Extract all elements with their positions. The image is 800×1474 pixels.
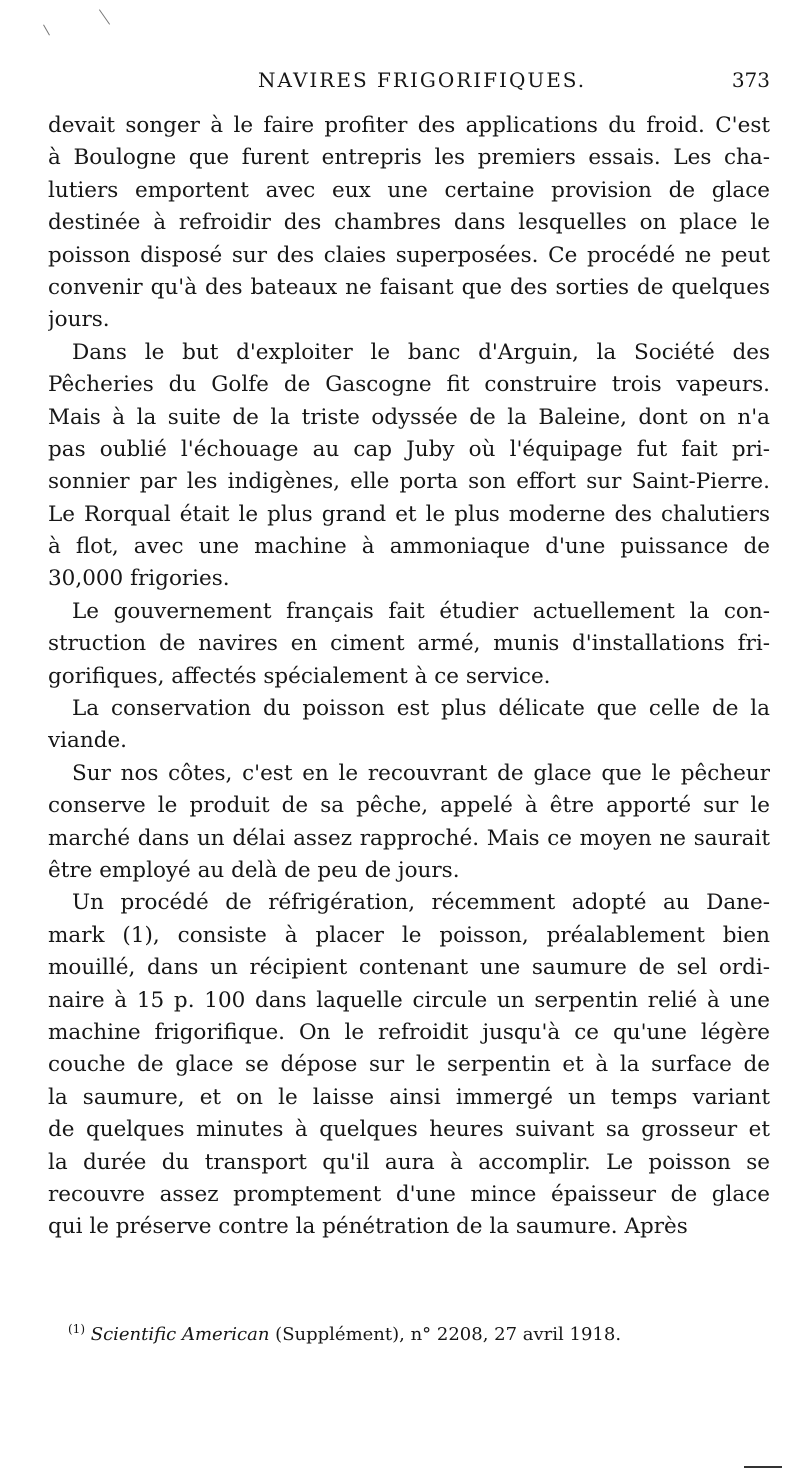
scan-mark-top	[43, 25, 50, 36]
paragraph	[48, 887, 770, 1243]
text-line: marché dans un délai assez rapproché. Mais ce moyen ne saurait	[48, 825, 770, 851]
text-line: recouvre assez promptement d'une mince épaisseur de glace	[48, 1181, 770, 1207]
text-line: couche de glace se dépose sur le serpentin et à la surface de	[48, 1052, 770, 1078]
text-line: La conservation du poisson est plus délicate que celle de la	[72, 696, 770, 722]
page-number: 373	[731, 68, 770, 92]
text-line: à flot, avec une machine à ammoniaque d'une puissance de	[48, 534, 770, 560]
text-line: qui le préserve contre la pénétration de la saumure. Après	[48, 1214, 688, 1240]
text-line: 30,000 frigories.	[48, 566, 230, 592]
text-line: sonnier par les indigènes, elle porta son effort sur Saint-Pierre.	[48, 469, 770, 495]
footnote-source: Scientific American	[90, 1324, 270, 1345]
footnote-text: (Supplément), n° 2208, 27 avril 1918.	[275, 1324, 622, 1345]
text-line: mark (1), consiste à placer le poisson, préalablement bien	[48, 922, 770, 948]
text-line: la durée du transport qu'il aura à accomplir. Le poisson se	[48, 1149, 770, 1175]
text-line: la saumure, et on le laisse ainsi immergé un temps variant	[48, 1084, 770, 1110]
paragraph	[48, 693, 770, 758]
paragraph	[48, 110, 770, 337]
text-line: jours.	[48, 307, 110, 333]
text-line: destinée à refroidir des chambres dans lesquelles on place le	[48, 210, 770, 236]
text-line: Mais à la suite de la triste odyssée de la Baleine, dont on n'a	[48, 404, 770, 430]
text-line: Un procédé de réfrigération, récemment adopté au Dane-	[72, 890, 770, 916]
text-line: Dans le but d'exploiter le banc d'Arguin, la Société des	[72, 339, 770, 365]
text-line: pas oublié l'échouage au cap Juby où l'équipage fut fait pri-	[48, 436, 770, 462]
text-line: de quelques minutes à quelques heures suivant sa grosseur et	[48, 1117, 770, 1143]
text-line: devait songer à le faire profiter des applications du froid. C'est	[48, 113, 770, 138]
text-line: struction de navires en ciment armé, munis d'installations fri-	[48, 631, 770, 657]
scan-mark-top-right	[99, 9, 110, 24]
text-line: lutiers emportent avec eux une certaine provision de glace	[48, 177, 770, 203]
paragraph	[48, 337, 770, 596]
text-line: poisson disposé sur des claies superposées. Ce procédé ne peut	[48, 242, 770, 268]
text-line: machine frigorifique. On le refroidit jusqu'à ce qu'une légère	[48, 1019, 770, 1045]
paragraph	[48, 758, 770, 888]
text-line: Le Rorqual était le plus grand et le plus moderne des chalutiers	[48, 501, 770, 527]
text-line: mouillé, dans un récipient contenant une saumure de sel ordi-	[48, 955, 770, 981]
page-header	[48, 68, 770, 98]
footnote	[68, 1322, 748, 1345]
text-line: gorifiques, affectés spécialement à ce service.	[48, 663, 551, 689]
text-line: conserve le produit de sa pêche, appelé à être apporté sur le	[48, 793, 770, 819]
text-line: Pêcheries du Golfe de Gascogne fit construire trois vapeurs.	[48, 372, 770, 398]
text-line: convenir qu'à des bateaux ne faisant que des sorties de quelques	[48, 274, 770, 300]
footnote-marker: (1)	[68, 1322, 85, 1336]
paragraph	[48, 596, 770, 693]
body-text	[48, 110, 770, 1244]
text-line: Le gouvernement français fait étudier actuellement la con-	[72, 598, 770, 624]
text-line: être employé au delà de peu de jours.	[48, 857, 460, 883]
running-title: NAVIRES FRIGORIFIQUES.	[258, 68, 587, 92]
scan-mark-bottom	[744, 1466, 782, 1468]
text-line: à Boulogne que furent entrepris les premiers essais. Les cha-	[48, 145, 770, 171]
text-line: Sur nos côtes, c'est en le recouvrant de glace que le pêcheur	[72, 760, 770, 786]
text-line: naire à 15 p. 100 dans laquelle circule un serpentin relié à une	[48, 987, 770, 1013]
text-line: viande.	[48, 728, 128, 754]
